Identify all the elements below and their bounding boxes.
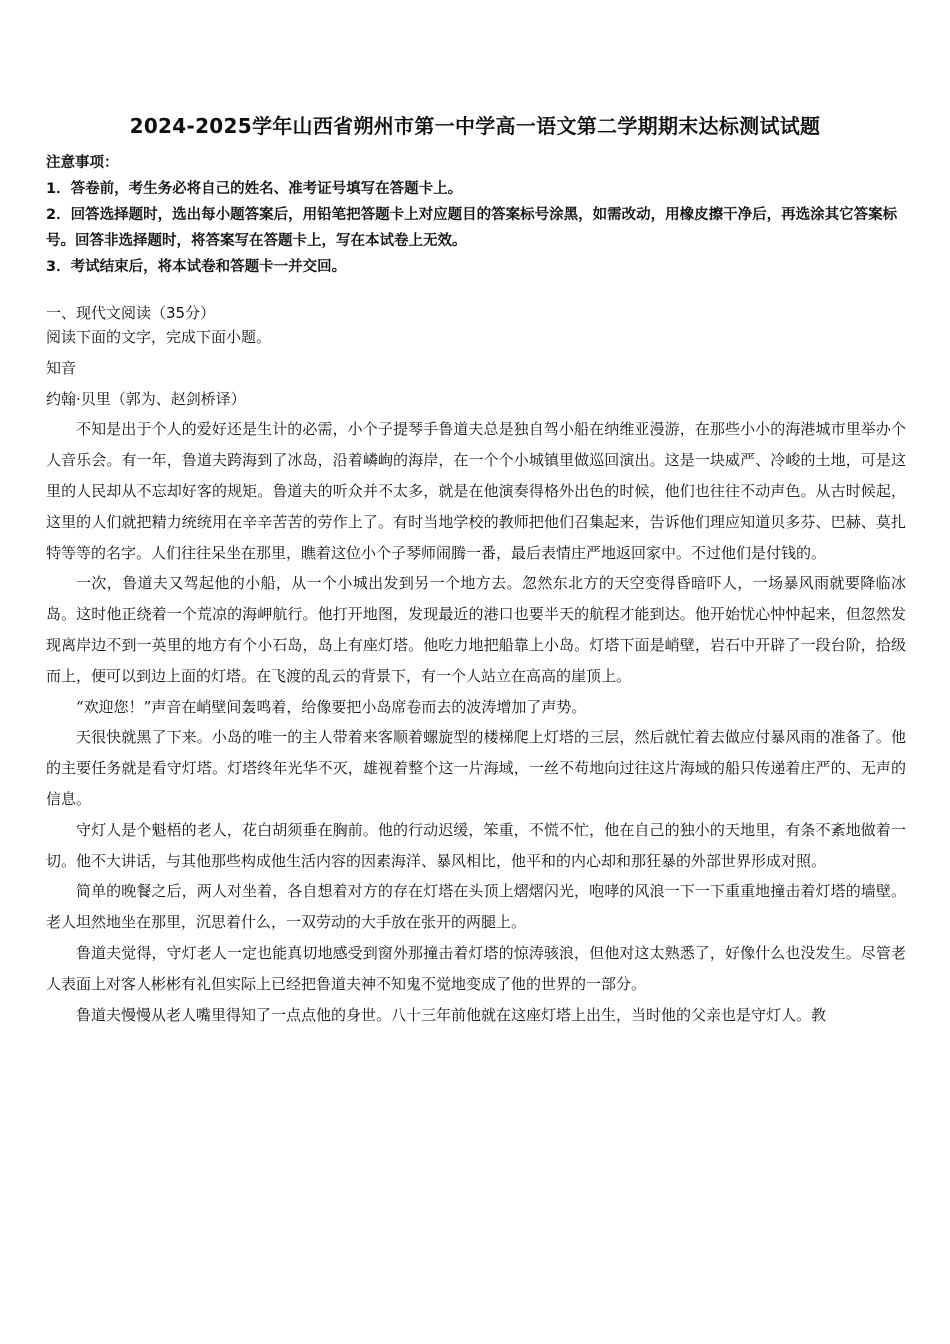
paragraph: 简单的晚餐之后，两人对坐着，各自想着对方的存在灯塔在头顶上熠熠闪光，咆哮的风浪一下一下重重地撞击着灯塔的墙壁。老人坦然地坐在那里，沉思着什么，一双劳动的大手放在张开的两腿上。 <box>46 882 906 932</box>
story-title: 知音 <box>46 358 77 377</box>
paragraph: 守灯人是个魁梧的老人，花白胡须垂在胸前。他的行动迟缓，笨重，不慌不忙，他在自己的独小的天地里，有条不紊地做着一切。他不大讲话，与其他那些构成他生活内容的因素海洋、暴风相比，他平和的内心却和那狂暴的外部世界形成对照。 <box>46 820 906 870</box>
paragraph: 鲁道夫觉得，守灯老人一定也能真切地感受到窗外那撞击着灯塔的惊涛骇浪，但他对这太熟悉了，好像什么也没发生。尽管老人表面上对客人彬彬有礼但实际上已经把鲁道夫神不知鬼不觉地变成了他的世界的一部分。 <box>46 943 906 993</box>
story-author: 约翰·贝里（郭为、赵剑桥译） <box>46 389 246 408</box>
notes-item: 2．回答选择题时，选出每小题答案后，用铅笔把答题卡上对应题目的答案标号涂黑，如需改动，用橡皮擦干净后，再选涂其它答案标号。回答非选择题时，将答案写在答题卡上，写在本试卷上无效。 <box>46 207 898 249</box>
notes-item: 3．考试结束后，将本试卷和答题卡一并交回。 <box>46 259 347 275</box>
notes-heading: 注意事项： <box>46 155 119 171</box>
paragraph: 一次，鲁道夫又驾起他的小船，从一个小城出发到另一个地方去。忽然东北方的天空变得昏暗吓人，一场暴风雨就要降临冰岛。这时他正绕着一个荒凉的海岬航行。他打开地图，发现最近的港口也要半天的航程才能到达。他开始忧心忡忡起来，但忽然发现离岸边不到一英里的地方有个小石岛，岛上有座灯塔。他吃力地把船靠上小岛。灯塔下面是峭壁，岩石中开辟了一段台阶，拾级而上，便可以到边上面的灯塔。在飞渡的乱云的背景下，有一个人站立在高高的崖顶上。 <box>46 574 906 685</box>
paragraph: 天很快就黑了下来。小岛的唯一的主人带着来客顺着螺旋型的楼梯爬上灯塔的三层，然后就忙着去做应付暴风雨的准备了。他的主要任务就是看守灯塔。灯塔终年光华不灭，雄视着整个这一片海域，一丝不苟地向过往这片海域的船只传递着庄严的、无声的信息。 <box>46 728 906 808</box>
section-heading: 一、现代文阅读（35分） <box>46 304 216 322</box>
paragraph: 鲁道夫慢慢从老人嘴里得知了一点点他的身世。八十三年前他就在这座灯塔上出生，当时他的父亲也是守灯人。教 <box>76 1005 827 1024</box>
reading-passage <box>46 322 906 1030</box>
instruction-text: 阅读下面的文字，完成下面小题。 <box>46 328 272 346</box>
page-title: 2024-2025学年山西省朔州市第一中学高一语文第二学期期末达标测试试题 <box>129 114 821 138</box>
notes-item: 1．答卷前，考生务必将自己的姓名、准考证号填写在答题卡上。 <box>46 181 463 197</box>
paragraph: “欢迎您！”声音在峭壁间轰鸣着，给像要把小岛席卷而去的波涛增加了声势。 <box>76 697 587 716</box>
notes-block <box>46 150 906 280</box>
paragraph: 不知是出于个人的爱好还是生计的必需，小个子提琴手鲁道夫总是独自驾小船在纳维亚漫游，在那些小小的海港城市里举办个人音乐会。有一年，鲁道夫跨海到了冰岛，沿着嶙峋的海岸，在一个个小城镇里做巡回演出。这是一块威严、冷峻的土地，可是这里的人民却从不忘却好客的规矩。鲁道夫的听众并不太多，就是在他演奏得格外出色的时候，他们也往往不动声色。从古时候起，这里的人们就把精力统统用在辛辛苦苦的劳作上了。有时当地学校的教师把他们召集起来，告诉他们理应知道贝多芬、巴赫、莫扎特等等的名字。人们往往呆坐在那里，瞧着这位小个子琴师闹腾一番，最后表情庄严地返回家中。不过他们是付钱的。 <box>46 420 906 562</box>
